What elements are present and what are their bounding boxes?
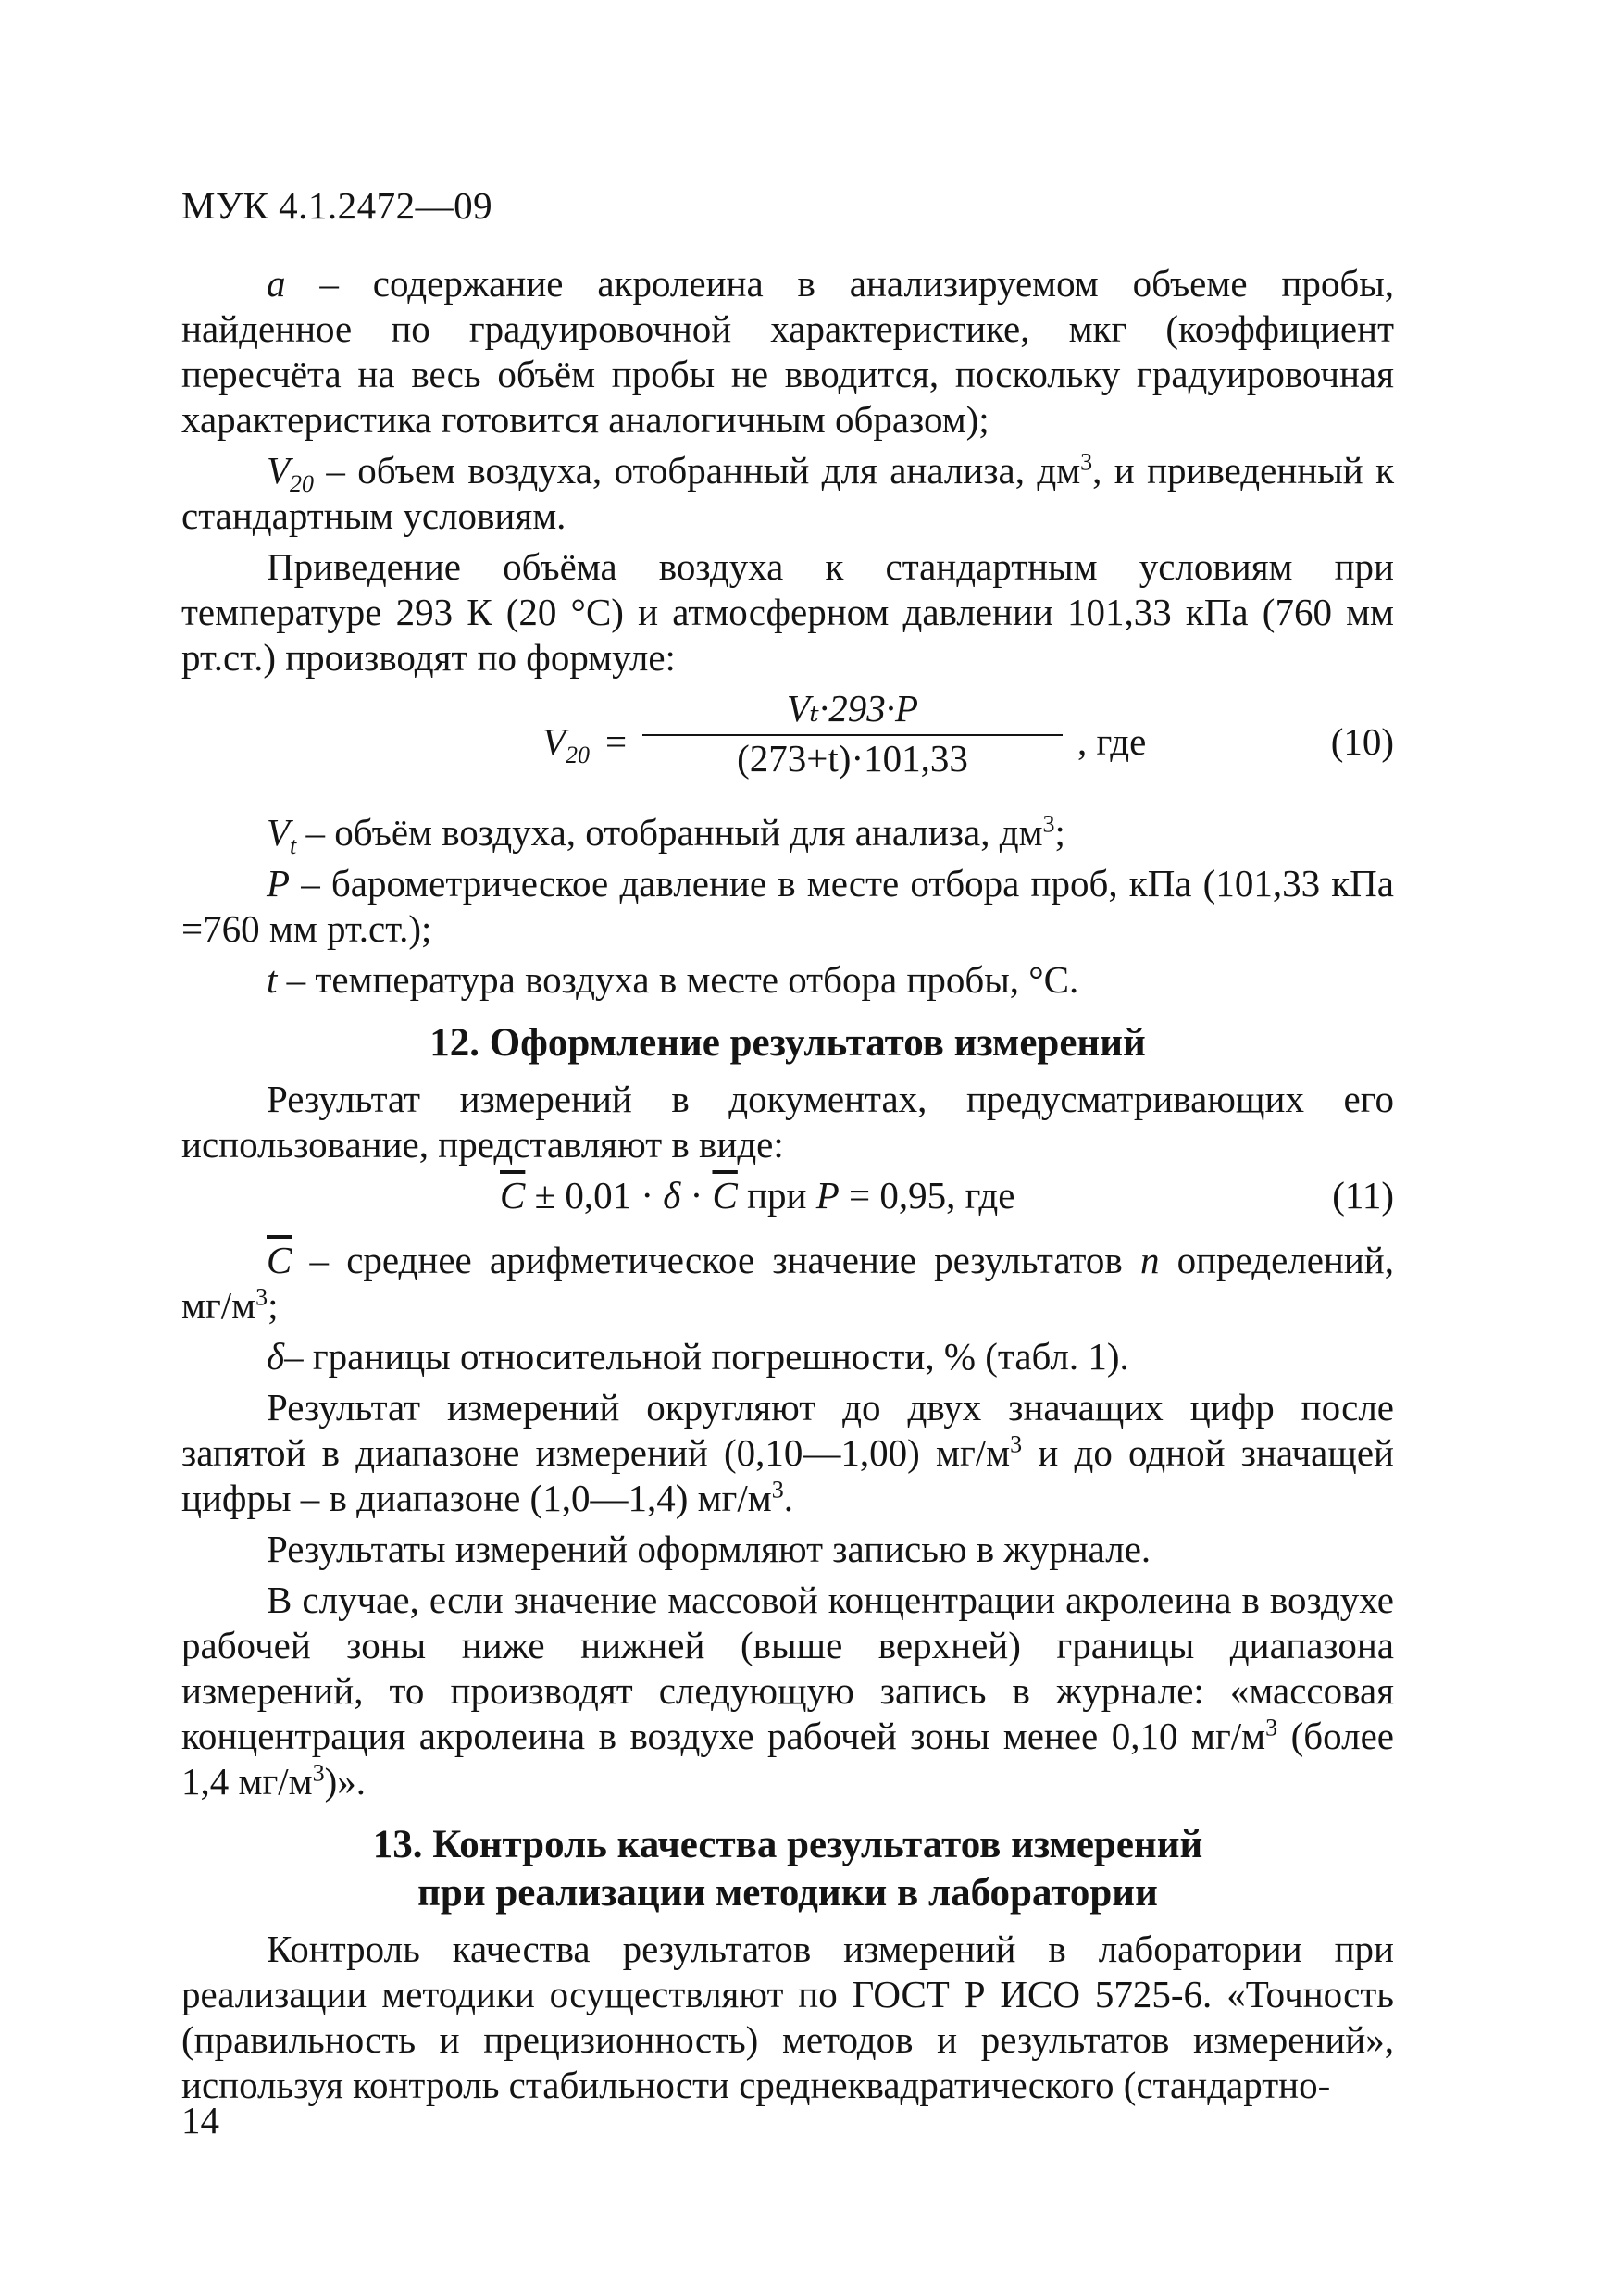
formula-11-p: P — [815, 1174, 840, 1217]
formula-11-condition: = 0,95, где — [839, 1174, 1015, 1217]
out-of-range-case — [181, 1578, 1394, 1804]
section-13-title-line-2: при реализации методики в лаборатории — [417, 1871, 1158, 1915]
definition-v20-text: – объем воздуха, отобранный для анализа, дм — [314, 449, 1081, 492]
section-13-text: Контроль качества результатов измерений в лаборатории при реализации методики осуществляют по ГОСТ Р ИСО 5725-6. «Точность (правильность и прецизионность) методов и результатов измерений», используя контроль стабильности среднеквадратического (стандартно- — [181, 1928, 1394, 2106]
formula-10-equals: = — [605, 720, 628, 763]
superscript-3: 3 — [312, 1759, 325, 1787]
rounding-text-end: . — [783, 1477, 793, 1519]
formula-10-denominator: (273+t)·101,33 — [737, 737, 968, 780]
superscript-3: 3 — [771, 1476, 784, 1504]
definition-v20-text-end: , и приведенный к стандартным условиям. — [181, 449, 1395, 537]
definition-vt-text: – объём воздуха, отобранный для анализа, дм — [296, 811, 1043, 854]
definition-c-text-end: ; — [268, 1284, 279, 1327]
formula-11 — [181, 1173, 1394, 1225]
formula-10-number: (10) — [1330, 720, 1394, 763]
definition-t — [181, 957, 1394, 1003]
formula-11-c-mean: $\overline{C}$ — [500, 1174, 526, 1217]
superscript-3: 3 — [1265, 1714, 1278, 1741]
symbol-delta: δ — [267, 1335, 285, 1378]
definition-delta-text: – границы относительной погрешности, % (табл. 1). — [284, 1335, 1129, 1378]
definition-t-text: – температура воздуха в месте отбора пробы, °С. — [277, 958, 1079, 1001]
reduction-intro: Приведение объёма воздуха к стандартным условиям при температуре 293 К (20 °С) и атмосферном давлении 101,33 кПа (760 мм рт.ст.) производят по формуле: — [181, 545, 1394, 679]
definition-v20 — [181, 448, 1394, 539]
formula-10-fraction — [635, 686, 1070, 781]
superscript-3: 3 — [1080, 448, 1093, 476]
formula-10-lhs-subscript: 20 — [566, 742, 591, 769]
definition-p-text: – барометрическое давление в месте отбора проб, кПа (101,33 кПа =760 мм рт.ст.); — [181, 862, 1394, 950]
section-12-intro: Результат измерений в документах, предусматривающих его использование, представляют в виде: — [181, 1078, 1394, 1166]
formula-11-c-mean-2: $\overline{C}$ — [712, 1174, 738, 1217]
superscript-3: 3 — [255, 1283, 268, 1311]
rounding-text-2: и до одной значащей цифры – в диапазоне (1,0—1,4) мг/м — [181, 1431, 1394, 1519]
section-13-title-line-1: 13. Контроль качества результатов измерений — [372, 1823, 1203, 1866]
definition-a-text: – содержание акролеина в анализируемом объеме пробы, найденное по градуировочной характеристике, мкг (коэффициент пересчёта на весь объём пробы не вводится, поскольку градуировочная характеристика готовится аналогичным образом); — [181, 262, 1394, 441]
case-text-end: )». — [324, 1760, 367, 1803]
formula-11-number: (11) — [1332, 1174, 1394, 1217]
definition-delta — [181, 1334, 1394, 1379]
definition-c-text-2: определений, мг/м — [181, 1239, 1394, 1327]
symbol-v20-subscript: 20 — [290, 470, 315, 498]
formula-10-lhs — [542, 719, 591, 769]
document-code-header: МУК 4.1.2472—09 — [181, 184, 493, 227]
formula-10-numerator: Vₜ·293·P — [786, 687, 919, 730]
section-13-title — [181, 1821, 1394, 1917]
definition-c-mean — [181, 1238, 1394, 1329]
formula-10-lhs-symbol: V — [542, 720, 566, 763]
symbol-vt-subscript: t — [290, 832, 297, 860]
case-text: В случае, если значение массовой концентрации акролеина в воздухе рабочей зоны ниже нижней (выше верхней) границы диапазона измерений, то производят следующую запись в журнале: «массовая концентрация акролеина в воздухе рабочей зоны менее 0,10 мг/м — [181, 1578, 1394, 1757]
formula-11-dot: · — [680, 1174, 713, 1217]
formula-11-body — [500, 1173, 1015, 1218]
definition-vt-text-end: ; — [1054, 811, 1065, 854]
superscript-3: 3 — [1042, 810, 1055, 838]
formula-10 — [181, 686, 1394, 797]
journal-note: Результаты измерений оформляют записью в журнале. — [267, 1528, 1151, 1570]
formula-11-plusminus: ± 0,01 · — [525, 1174, 664, 1217]
definition-a — [181, 261, 1394, 443]
symbol-n: n — [1139, 1239, 1160, 1281]
formula-11-when: при — [737, 1174, 816, 1217]
section-12-title: 12. Оформление результатов измерений — [429, 1021, 1146, 1065]
definition-vt — [181, 810, 1394, 860]
page-content — [181, 261, 1394, 2114]
symbol-p: P — [267, 862, 291, 905]
rounding-rule — [181, 1385, 1394, 1521]
case-text-2: (более 1,4 мг/м — [181, 1715, 1394, 1803]
symbol-v20: V — [267, 449, 291, 492]
formula-11-delta: δ — [663, 1174, 681, 1217]
rounding-text: Результат измерений округляют до двух значащих цифр после запятой в диапазоне измерений (0,10—1,00) мг/м — [181, 1386, 1394, 1474]
page-number: 14 — [181, 2099, 219, 2141]
symbol-t: t — [267, 958, 278, 1001]
definition-p — [181, 861, 1394, 952]
definition-c-text: – среднее арифметическое значение результатов — [292, 1239, 1140, 1281]
symbol-vt: V — [267, 811, 291, 854]
symbol-a: a — [267, 262, 286, 305]
superscript-3: 3 — [1010, 1430, 1023, 1458]
formula-10-where: , где — [1077, 720, 1147, 763]
symbol-c-mean: $\overline{C}$ — [267, 1239, 292, 1281]
